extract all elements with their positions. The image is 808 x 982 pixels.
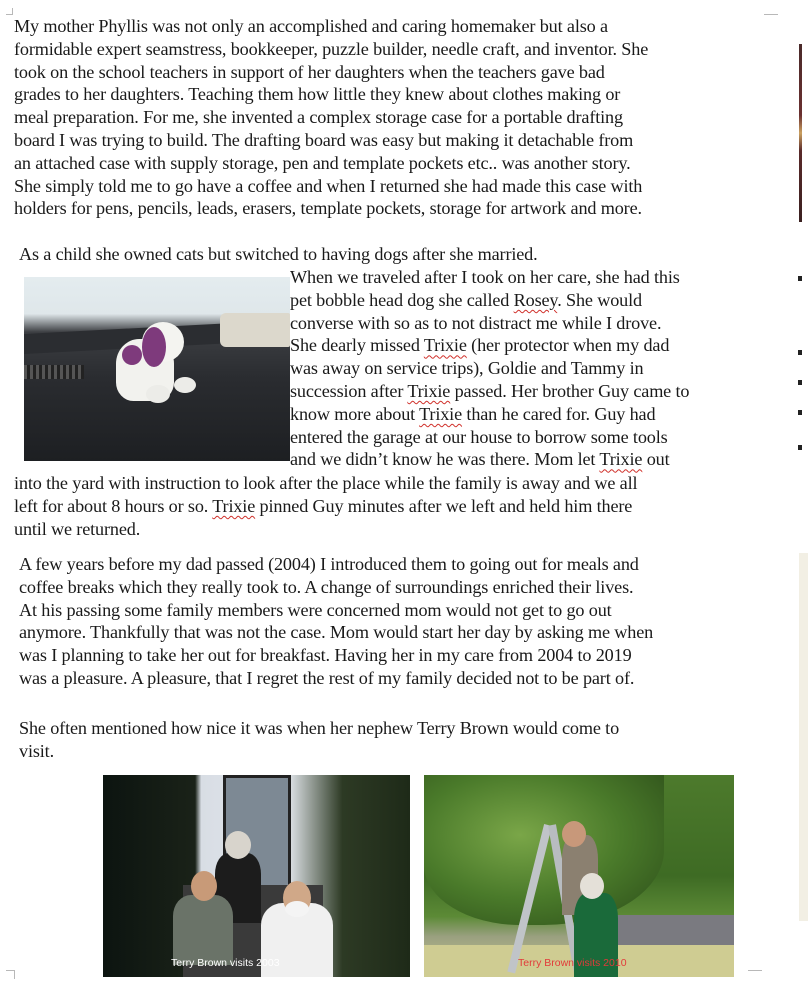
terry-brown-2010-photo[interactable] xyxy=(424,775,734,977)
page-corner-marker xyxy=(764,8,778,15)
text-line xyxy=(290,266,689,289)
text-run: pinned Guy minutes after we left and held him there xyxy=(255,495,633,516)
misspelled-word[interactable]: Trixie xyxy=(419,403,463,424)
text-run: out xyxy=(642,449,670,470)
text-run: pet bobble head dog she called xyxy=(290,289,514,310)
text-run: passed. Her brother Guy came to xyxy=(450,380,690,401)
text-run: than he cared for. Guy had xyxy=(462,403,656,424)
terry-brown-2003-photo[interactable] xyxy=(103,775,410,977)
text-run: and we didn’t know he was there. Mom let xyxy=(290,449,600,470)
text-line: At his passing some family members were concerned mom would not get to go out xyxy=(19,599,612,620)
adjacent-page-mark xyxy=(798,350,802,355)
text-line: holders for pens, pencils, leads, erasers, template pockets, storage for artwork and more. xyxy=(14,198,642,219)
text-line xyxy=(14,495,637,518)
text-run: (her protector when my dad xyxy=(466,335,670,356)
adjacent-page-image-edge xyxy=(799,44,802,222)
text-line: was a pleasure. A pleasure, that I regret the rest of my family decided not to be part of. xyxy=(19,667,635,688)
text-run: left for about 8 hours or so. xyxy=(14,495,213,516)
text-line xyxy=(290,289,689,312)
text-line xyxy=(290,426,689,449)
text-line xyxy=(290,312,689,335)
text-line: A few years before my dad passed (2004) I introduced them to going out for meals and xyxy=(19,554,639,574)
text-run: entered the garage at our house to borrow some tools xyxy=(290,426,668,447)
text-run: into the yard with instruction to look after the place while the family is away and we all xyxy=(14,473,638,493)
paragraph-terry-brown[interactable] xyxy=(19,717,619,763)
text-line: She often mentioned how nice it was when her nephew Terry Brown would come to xyxy=(19,718,620,738)
text-line: meal preparation. For me, she invented a complex storage case for a portable drafting xyxy=(14,107,623,128)
paragraph-outings[interactable] xyxy=(19,553,653,690)
text-line: was I planning to take her out for breakfast. Having her in my care from 2004 to 2019 xyxy=(19,645,632,666)
text-line xyxy=(290,334,689,357)
text-line: anymore. Thankfully that was not the case. Mom would start her day by asking me when xyxy=(19,622,654,643)
text-run: know more about xyxy=(290,403,420,424)
text-run: . She would xyxy=(557,289,642,310)
text-line: visit. xyxy=(19,740,54,761)
adjacent-page-mark xyxy=(798,410,802,415)
photo-caption: Terry Brown visits 2010 xyxy=(518,957,627,969)
paragraph-pets-wrapped[interactable] xyxy=(290,266,689,471)
bobble-head-dog-image[interactable] xyxy=(24,277,290,461)
paragraph-pets-continued[interactable] xyxy=(14,472,637,540)
adjacent-page-mark xyxy=(798,276,802,281)
text-line xyxy=(14,472,637,495)
misspelled-word[interactable]: Trixie xyxy=(407,380,451,401)
paragraph-homemaker[interactable] xyxy=(14,15,648,220)
text-run: until we returned. xyxy=(14,518,141,539)
text-run: was away on service trips), Goldie and Tammy in xyxy=(290,358,644,379)
text-line: As a child she owned cats but switched to having dogs after she married. xyxy=(19,244,538,264)
page-corner-marker xyxy=(748,970,762,979)
text-line: took on the school teachers in support of her daughters when the teachers gave bad xyxy=(14,61,605,82)
page-corner-marker xyxy=(6,8,13,15)
text-line xyxy=(290,403,689,426)
text-line xyxy=(290,380,689,403)
misspelled-word[interactable]: Trixie xyxy=(423,335,467,356)
page-corner-marker xyxy=(6,970,15,979)
misspelled-word[interactable]: Trixie xyxy=(212,495,256,516)
misspelled-word[interactable]: Rosey xyxy=(513,289,558,310)
photo-caption: Terry Brown visits 2003 xyxy=(171,957,280,969)
text-line: She simply told me to go have a coffee and when I returned she had made this case with xyxy=(14,175,643,196)
adjacent-page-mark xyxy=(798,445,802,450)
text-run: converse with so as to not distract me while I drove. xyxy=(290,312,662,333)
text-line xyxy=(14,518,637,541)
text-run: When we traveled after I took on her care, she had this xyxy=(290,267,680,287)
adjacent-page-image-edge xyxy=(799,553,808,921)
text-line xyxy=(290,448,689,471)
adjacent-page-mark xyxy=(798,380,802,385)
text-line: grades to her daughters. Teaching them how little they knew about clothes making or xyxy=(14,84,621,105)
paragraph-pets-intro[interactable] xyxy=(19,243,538,266)
text-line: an attached case with supply storage, pen and template pockets etc.. was another story. xyxy=(14,152,631,173)
text-line: coffee breaks which they really took to. A change of surroundings enriched their lives. xyxy=(19,576,634,597)
text-run: She dearly missed xyxy=(290,335,424,356)
text-line: My mother Phyllis was not only an accomplished and caring homemaker but also a xyxy=(14,16,608,36)
text-line: formidable expert seamstress, bookkeeper, puzzle builder, needle craft, and inventor. She xyxy=(14,38,649,59)
text-line: board I was trying to build. The drafting board was easy but making it detachable from xyxy=(14,129,634,150)
text-run: succession after xyxy=(290,380,408,401)
misspelled-word[interactable]: Trixie xyxy=(599,449,643,470)
text-line xyxy=(290,357,689,380)
